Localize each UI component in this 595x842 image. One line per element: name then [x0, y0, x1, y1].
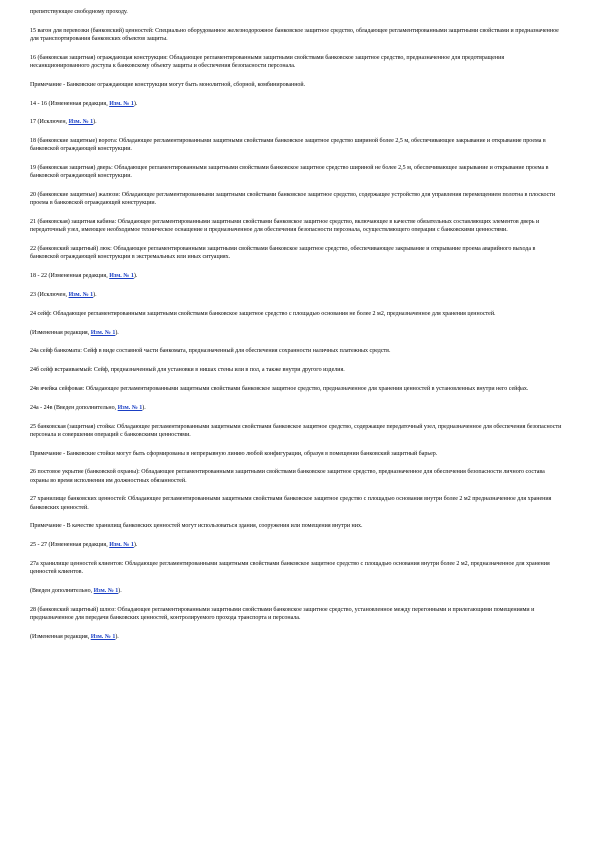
paragraph — [30, 218, 565, 234]
amendment-link[interactable]: Изм. № 1 — [109, 273, 134, 280]
paragraph — [30, 81, 565, 89]
paragraph-text: препятствующее свободному проходу. — [30, 9, 128, 15]
paragraph-tail: ). — [133, 100, 138, 107]
paragraph-text: 26 постовое укрытие (банковской охраны): Обладающее регламентированными защитными свойствами банковское защитное средство, предназначенное для обеспечения безопасности личного состава охраны во время исполнения им должностных обязанностей. — [30, 469, 545, 484]
paragraph-text: 24в ячейка сейфовая: Обладающее регламентированными защитными свойствами банковское защитное средство, предназначенное для хранения ценностей в установленных внутри него сейфах. — [30, 385, 529, 392]
paragraph-text: 25 банковская (защитная) стойка: Обладающее регламентированными защитными свойствами банковское защитное средство, содержащее передаточный узел, предназначенное для обеспечения безопасности персонала и совершения операций с банковскими ценностями. — [30, 423, 562, 438]
paragraph — [30, 137, 565, 153]
paragraph — [30, 310, 565, 318]
paragraph — [30, 587, 565, 595]
paragraph-tail: ). — [142, 404, 146, 411]
paragraph-text: 24б сейф встраиваемый: Сейф, предназначенный для установки в нишах стены или в пол, а также внутри другого изделия. — [30, 367, 345, 374]
paragraph-text: (Измененная редакция, — [30, 329, 91, 336]
paragraph — [30, 423, 565, 439]
paragraph — [30, 495, 565, 511]
amendment-link[interactable]: Изм. № 1 — [117, 404, 143, 411]
paragraph — [30, 245, 565, 261]
paragraph — [30, 347, 565, 355]
paragraph-text: 25 - 27 (Измененная редакция, — [30, 542, 110, 549]
paragraph-text: 27а хранилище ценностей клиентов: Обладающее регламентированными защитными свойствами банковское защитное средство с площадью основания внутри более 2 м2, предназначенное для хранения ценностей клиентов. — [30, 560, 550, 576]
paragraph-tail: ). — [93, 119, 97, 126]
paragraph-text: 24 сейф: Обладающее регламентированными защитными свойствами банковское защитное средство с площадью основания не более 2 м2, предназначенное для хранения ценностей. — [30, 310, 496, 317]
paragraph-text: 22 (банковский защитный) люк: Обладающее регламентированными защитными свойствами банковское защитное средство, обеспечивающее закрывание и открывание проема аварийного выхода в банковской ограждающей конструкции в экстремальных или иных ситуациях. — [30, 246, 536, 261]
paragraph — [30, 385, 565, 393]
paragraph — [30, 366, 565, 374]
paragraph-tail: ). — [115, 329, 119, 336]
paragraph-text: 27 хранилище банковских ценностей: Обладающее регламентированными защитными свойствами банковское защитное средство с площадью основания внутри более 2 м2 предназначенное для хранения банковских ценностей. — [30, 496, 552, 511]
paragraph — [30, 633, 565, 641]
paragraph-text: Примечание - Банковские ограждающие конструкции могут быть монолитной, сборной, комбинированной. — [30, 81, 306, 88]
paragraph — [30, 560, 565, 576]
paragraph — [30, 191, 565, 207]
amendment-link[interactable]: Изм. № 1 — [90, 329, 116, 336]
paragraph — [30, 54, 565, 70]
paragraph — [30, 291, 565, 299]
paragraph-text: 19 (банковская защитная) дверь: Обладающее регламентированными защитными свойствами банковское защитное средство шириной не более 2,5 м, обеспечивающее закрывание и открывание проема в банковской ограждающей конструкции. — [30, 165, 549, 180]
amendment-link[interactable]: Изм. № 1 — [90, 633, 116, 640]
paragraph — [30, 450, 565, 458]
paragraph-text: (Измененная редакция, — [30, 633, 91, 640]
paragraph — [30, 8, 565, 16]
document-body — [30, 8, 565, 652]
paragraph-text: Примечание - В качестве хранилищ банковских ценностей могут использоваться здания, сооружения или помещения внутри них. — [30, 523, 363, 530]
paragraph-text: 17 (Исключен, — [30, 119, 69, 126]
paragraph — [30, 541, 565, 549]
paragraph-tail: ). — [133, 542, 138, 549]
paragraph-text: 24а - 24в (Введен дополнительно, — [30, 404, 118, 411]
amendment-link[interactable]: Изм. № 1 — [109, 542, 134, 549]
paragraph — [30, 164, 565, 180]
paragraph — [30, 606, 565, 622]
paragraph — [30, 468, 565, 484]
paragraph-text: 14 - 16 (Измененная редакция, — [30, 100, 110, 107]
paragraph-text: 15 вагон для перевозки (банковский) ценностей: Специально оборудованное железнодорожное банковское защитное средство, обладающее регламентированными защитными свойствами и предназначенное для транспортирования банковских объектов защиты. — [30, 27, 559, 42]
paragraph-text: Примечание - Банковские стойки могут быть сформированы в непрерывную линию любой конфигурации, образуя в помещении банковский защитный барьер. — [30, 450, 438, 457]
paragraph-text: 18 - 22 (Измененная редакция, — [30, 273, 110, 280]
paragraph-tail: ). — [118, 587, 122, 594]
paragraph — [30, 27, 565, 43]
amendment-link[interactable]: Изм. № 1 — [93, 587, 119, 594]
amendment-link[interactable]: Изм. № 1 — [68, 119, 94, 126]
paragraph — [30, 404, 565, 412]
paragraph-text: 18 (банковские защитные) ворота: Обладающее регламентированными защитными свойствами банковское защитное средство шириной более 2,5 м, обеспечивающее закрывание и открывание проема в банковской ограждающей конструкции. — [30, 138, 546, 153]
paragraph — [30, 100, 565, 108]
paragraph — [30, 522, 565, 530]
paragraph — [30, 272, 565, 280]
paragraph-text: 24а сейф банкомата: Сейф в виде составной части банкомата, предназначенный для обеспечения сохранности наличных платежных средств. — [30, 348, 391, 355]
paragraph-text: 20 (банковские защитные) жалюзи: Обладающее регламентированными защитными свойствами банковское защитное средство, содержащее устройство для управления перемещением полотна в плоскости проема в банковской ограждающей конструкции. — [30, 192, 556, 207]
paragraph — [30, 118, 565, 126]
paragraph-text: 16 (банковская защитная) ограждающая конструкция: Обладающее регламентированными защитными свойствами банковское защитное средство, предназначенное для предотвращения несанкционированного доступа к банковскому объекту защиты и обеспечения безопасности персонала. — [30, 54, 505, 69]
paragraph-text: 28 (банковский защитный) шлюз: Обладающее регламентированными защитными свойствами банковское защитное средство, установленное между перегонными и прилегающими помещениями и предназначенное для передачи банковских ценностей, контролируемого прохода транспорта и персонала. — [30, 606, 535, 621]
amendment-link[interactable]: Изм. № 1 — [109, 100, 134, 107]
paragraph — [30, 329, 565, 337]
paragraph-text: 21 (банковская) защитная кабина: Обладающее регламентированными защитными свойствами банковское защитное средство, включающее в качестве обязательных составляющих элементов дверь и передаточный узел, имеющее необходимое техническое оснащение и предназначенное для обеспечения безопасности персонала, осуществляющего операции с банковскими ценностями. — [30, 219, 540, 234]
paragraph-text: 23 (Исключен, — [30, 291, 69, 298]
paragraph-tail: ). — [93, 291, 97, 298]
paragraph-tail: ). — [133, 273, 138, 280]
paragraph-text: (Введен дополнительно, — [30, 587, 94, 594]
amendment-link[interactable]: Изм. № 1 — [68, 291, 94, 298]
paragraph-tail: ). — [115, 633, 119, 640]
